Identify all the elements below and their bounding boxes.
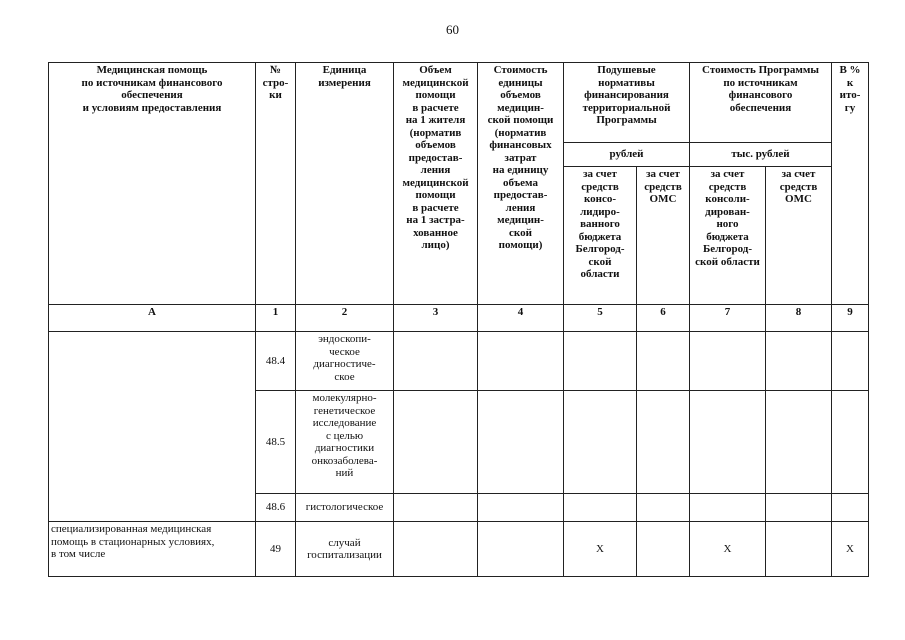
header-program-cost: Стоимость Программы по источникам финансового обеспечения [690, 63, 832, 143]
row-number: 48.5 [256, 391, 296, 494]
cell-col-3 [394, 494, 478, 522]
header-per-capita: Подушевые нормативы финансирования территориальной Программы [564, 63, 690, 143]
cell-col-5 [564, 332, 637, 391]
cell-col-8 [766, 391, 832, 494]
column-number: 4 [478, 305, 564, 332]
table-row [49, 332, 869, 391]
cell-col-3 [394, 391, 478, 494]
row-unit: эндоскопи- ческое диагностиче- ское [296, 332, 394, 391]
cell-col-4 [478, 332, 564, 391]
cell-col-5 [564, 494, 637, 522]
row-unit: гистологическое [296, 494, 394, 522]
cell-col-8 [766, 494, 832, 522]
row-number: 49 [256, 522, 296, 577]
cell-col-4 [478, 391, 564, 494]
header-thousand-rubles: тыс. рублей [690, 143, 832, 167]
header-unit-cost: Стоимость единицы объемов медицин- ской помощи (норматив финансовых затрат на единицу объема предостав- ления медицин- ской помощи) [478, 63, 564, 305]
page-number: 60 [446, 22, 459, 37]
column-number: 5 [564, 305, 637, 332]
cell-col-9 [832, 494, 869, 522]
cell-col-6 [637, 522, 690, 577]
column-number: 9 [832, 305, 869, 332]
row-label [49, 332, 256, 522]
row-unit: случай госпитализации [296, 522, 394, 577]
cell-col-8 [766, 522, 832, 577]
cell-col-4 [478, 494, 564, 522]
cell-col-6 [637, 332, 690, 391]
table-row [49, 522, 869, 577]
header-row-number: № стро- ки [256, 63, 296, 305]
cell-col-7 [690, 332, 766, 391]
cell-col-8 [766, 332, 832, 391]
column-number: А [49, 305, 256, 332]
column-number: 3 [394, 305, 478, 332]
cell-col-7 [690, 494, 766, 522]
cell-col-9 [832, 391, 869, 494]
cell-col-3 [394, 522, 478, 577]
row-unit: молекулярно- генетическое исследование с целью диагностики онкозаболева- ний [296, 391, 394, 494]
header-percent-total: В % к ито- гу [832, 63, 869, 305]
cell-col-5 [564, 391, 637, 494]
cell-col-5: Х [564, 522, 637, 577]
header-medical-care: Медицинская помощь по источникам финансового обеспечения и условиям предоставления [49, 63, 256, 305]
column-number: 7 [690, 305, 766, 332]
cell-col-4 [478, 522, 564, 577]
cell-col-7: Х [690, 522, 766, 577]
cell-col-9: Х [832, 522, 869, 577]
column-number: 1 [256, 305, 296, 332]
cell-col-6 [637, 391, 690, 494]
column-number: 8 [766, 305, 832, 332]
row-number: 48.6 [256, 494, 296, 522]
header-col-5: за счет средств консо- лидиро- ванного бюджета Белгород- ской области [564, 167, 637, 305]
financing-table [48, 62, 869, 577]
header-col-6: за счет средств ОМС [637, 167, 690, 305]
header-volume: Объем медицинской помощи в расчете на 1 жителя (норматив объемов предостав- ления медицинской помощи в расчете на 1 застра- хованное лицо) [394, 63, 478, 305]
header-col-7: за счет средств консоли- дирован- ного бюджета Белгород- ской области [690, 167, 766, 305]
row-label: специализированная медицинская помощь в стационарных условиях, в том числе [49, 522, 256, 577]
column-number: 2 [296, 305, 394, 332]
cell-col-9 [832, 332, 869, 391]
header-unit: Единица измерения [296, 63, 394, 305]
cell-col-7 [690, 391, 766, 494]
column-number-row [49, 305, 869, 332]
cell-col-3 [394, 332, 478, 391]
cell-col-6 [637, 494, 690, 522]
header-rubles: рублей [564, 143, 690, 167]
column-number: 6 [637, 305, 690, 332]
header-col-8: за счет средств ОМС [766, 167, 832, 305]
row-number: 48.4 [256, 332, 296, 391]
